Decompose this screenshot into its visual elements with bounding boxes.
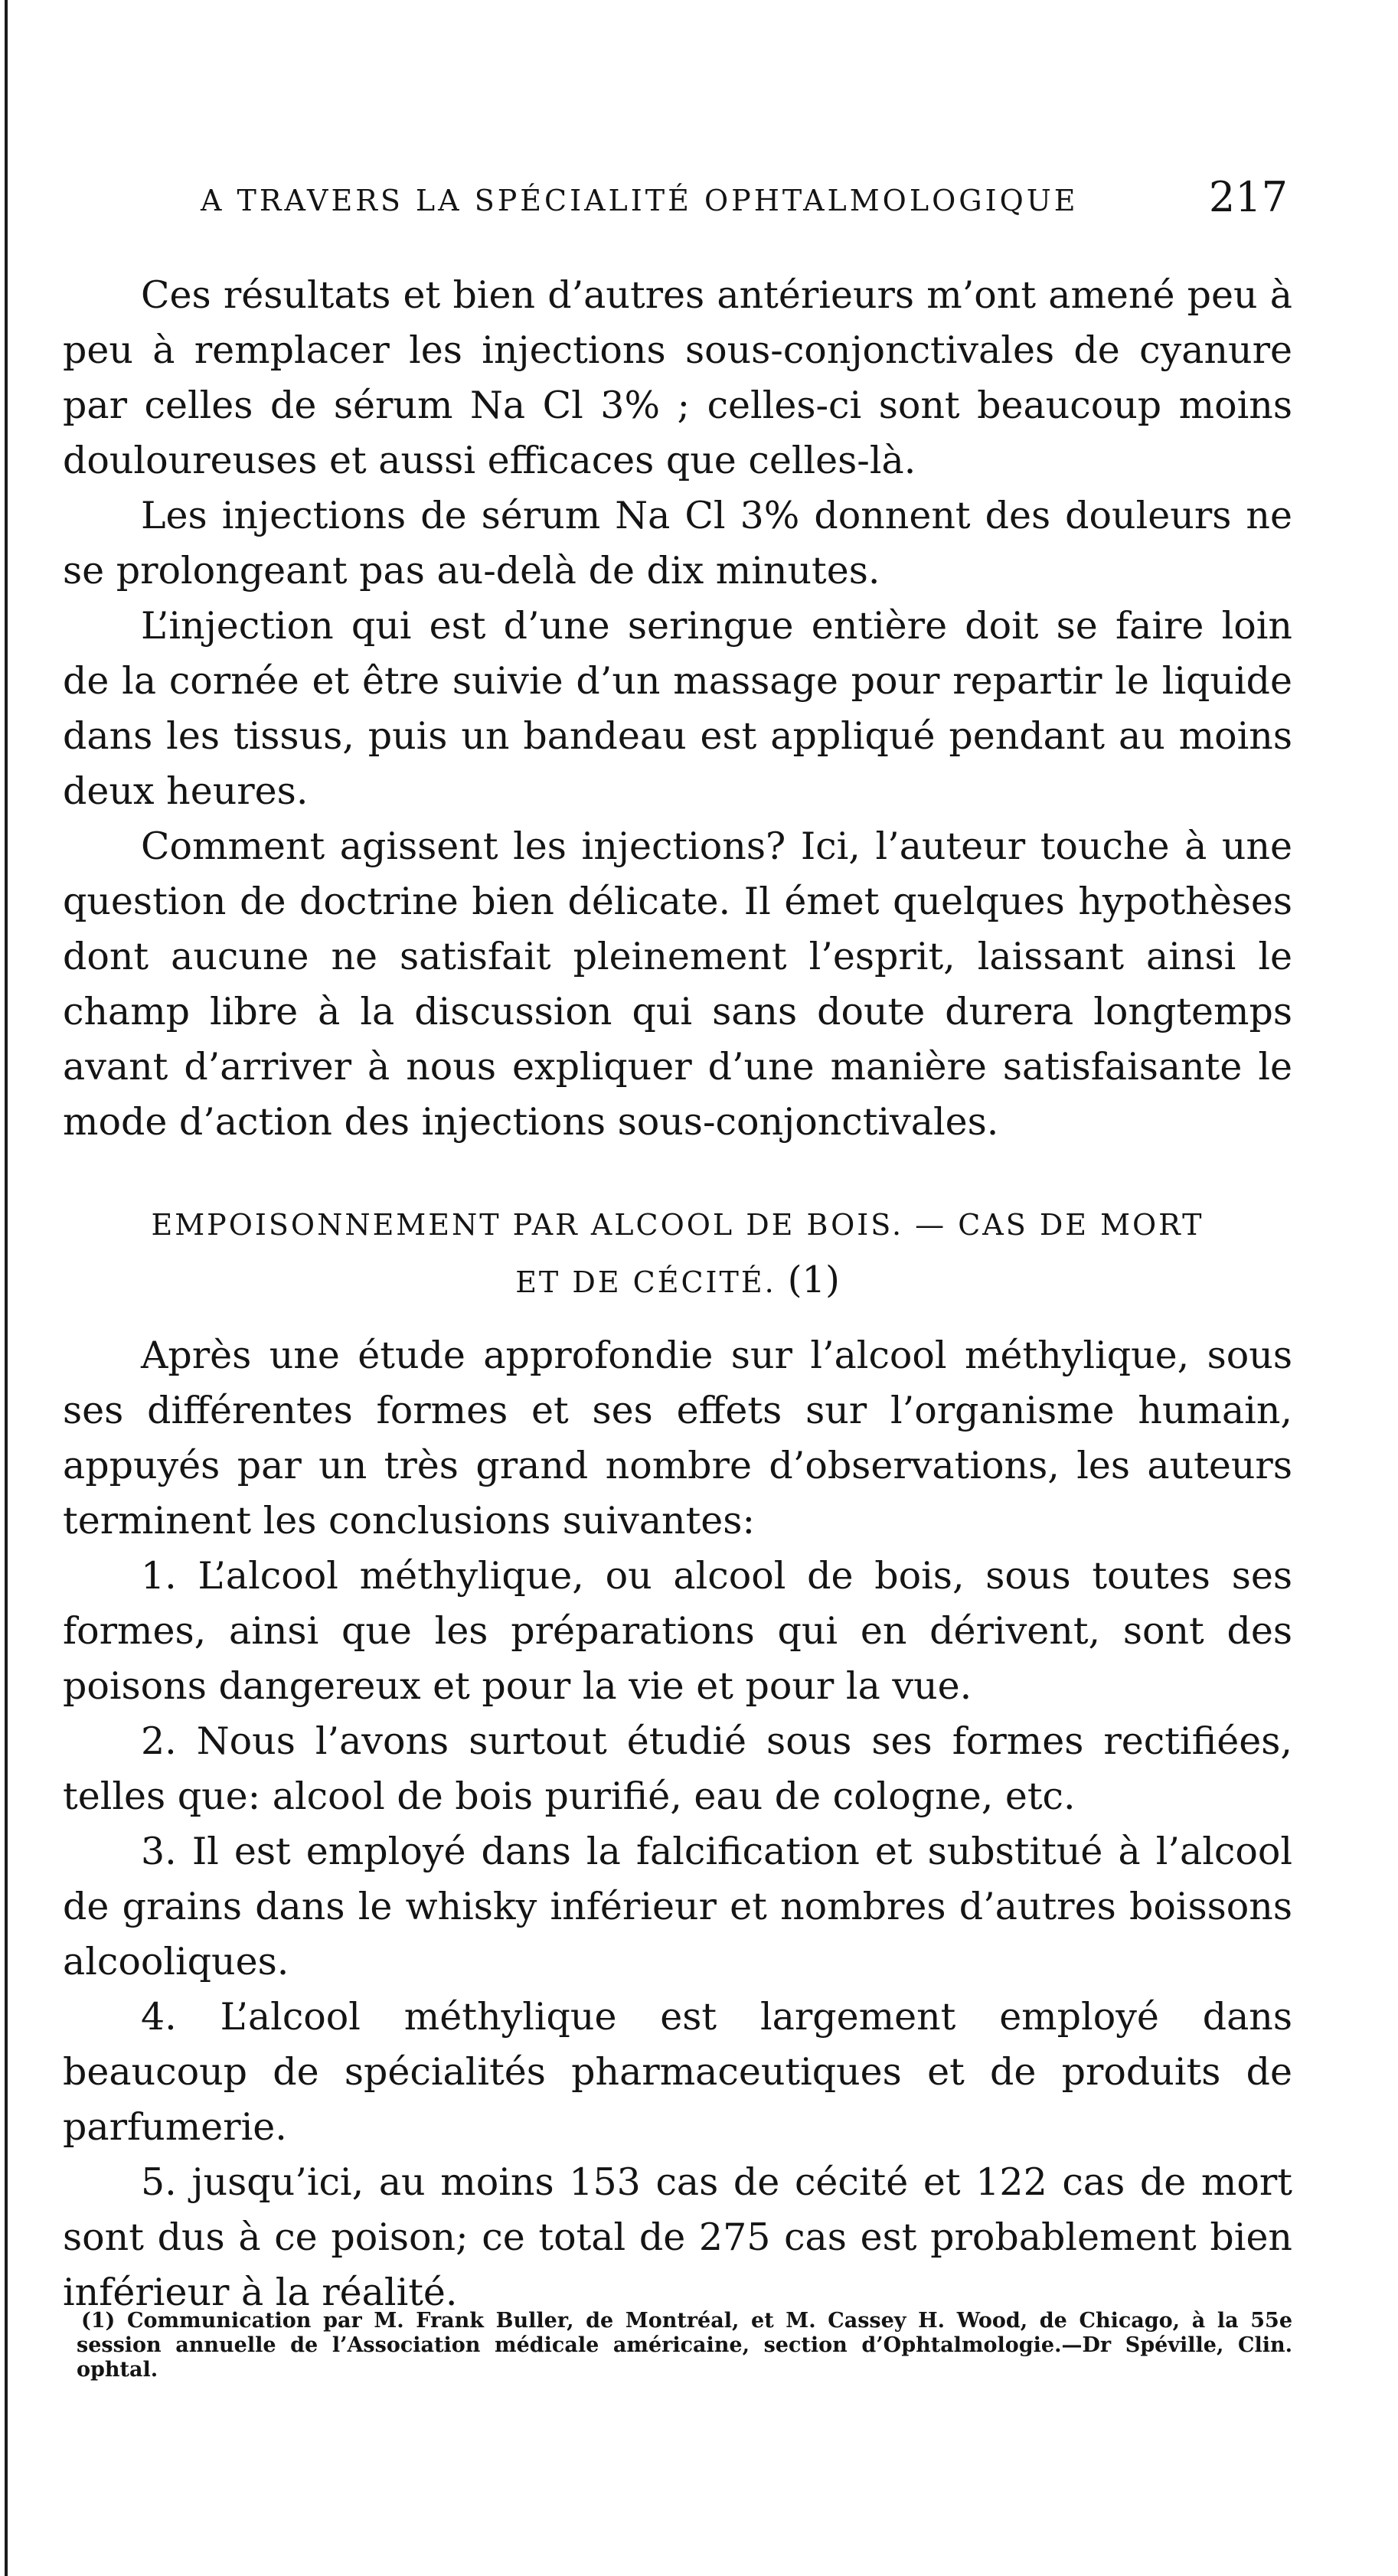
footnote: (1) Communication par M. Frank Buller, de Montréal, et M. Cassey H. Wood, de Chicago, à la 55e session annuelle de l’Association médicale américaine, section d’Ophtalmologie.—Dr Spéville, Clin. ophtal. <box>77 2309 1292 2382</box>
section-heading <box>63 1197 1292 1310</box>
intro-paragraph: Après une étude approfondie sur l’alcool méthylique, sous ses différentes formes et ses effets sur l’organisme humain, appuyés par un très grand nombre d’observations, les auteurs terminent les conclusions suivantes: <box>63 1334 1292 1543</box>
paragraph: L’injection qui est d’une seringue entière doit se faire loin de la cornée et être suivie d’un massage pour repartir le liquide dans les tissus, puis un bandeau est appliqué pendant au moins deux heures. <box>63 604 1292 813</box>
section-heading-line-2 <box>63 1252 1292 1310</box>
paragraph: Les injections de sérum Na Cl 3% donnent des douleurs ne se prolongeant pas au-delà de dix minutes. <box>63 494 1292 593</box>
section-heading-text: ET DE CÉCITÉ. <box>515 1265 776 1299</box>
running-title: A TRAVERS LA SPÉCIALITÉ OPHTALMOLOGIQUE <box>201 184 1079 217</box>
page-number: 217 <box>1208 173 1288 221</box>
page-edge-border <box>5 0 8 2576</box>
conclusion-item: 3. Il est employé dans la falcification et substitué à l’alcool de grains dans le whisky inférieur et nombres d’autres boissons alcooliques. <box>63 1830 1292 1983</box>
footnote-reference: (1) <box>787 1259 840 1301</box>
running-head <box>201 170 1288 224</box>
conclusion-item: 2. Nous l’avons surtout étudié sous ses formes rectifiées, telles que: alcool de bois purifié, eau de cologne, etc. <box>63 1719 1292 1818</box>
paragraph: Comment agissent les injections? Ici, l’auteur touche à une question de doctrine bien délicate. Il émet quelques hypothèses dont aucune ne satisfait pleinement l’esprit, laissant ainsi le champ libre à la discussion qui sans doute durera longtemps avant d’arriver à nous expliquer d’une manière satisfaisante le mode d’action des injections sous-conjonctivales. <box>63 824 1292 1144</box>
paragraph: Ces résultats et bien d’autres antérieurs m’ont amené peu à peu à remplacer les injections sous-conjonctivales de cyanure par celles de sérum Na Cl 3% ; celles-ci sont beaucoup moins douloureuses et aussi efficaces que celles-là. <box>63 273 1292 482</box>
section-heading-line-1: EMPOISONNEMENT PAR ALCOOL DE BOIS. — CAS DE MORT <box>151 1208 1204 1242</box>
body-text <box>63 268 1292 2320</box>
conclusion-item: 5. jusqu’ici, au moins 153 cas de cécité et 122 cas de mort sont dus à ce poison; ce total de 275 cas est probablement bien inférieur à la réalité. <box>63 2160 1292 2314</box>
conclusion-item: 1. L’alcool méthylique, ou alcool de bois, sous toutes ses formes, ainsi que les préparations qui en dérivent, sont des poisons dangereux et pour la vie et pour la vue. <box>63 1554 1292 1708</box>
conclusion-item: 4. L’alcool méthylique est largement employé dans beaucoup de spécialités pharmaceutiques et de produits de parfumerie. <box>63 1995 1292 2149</box>
